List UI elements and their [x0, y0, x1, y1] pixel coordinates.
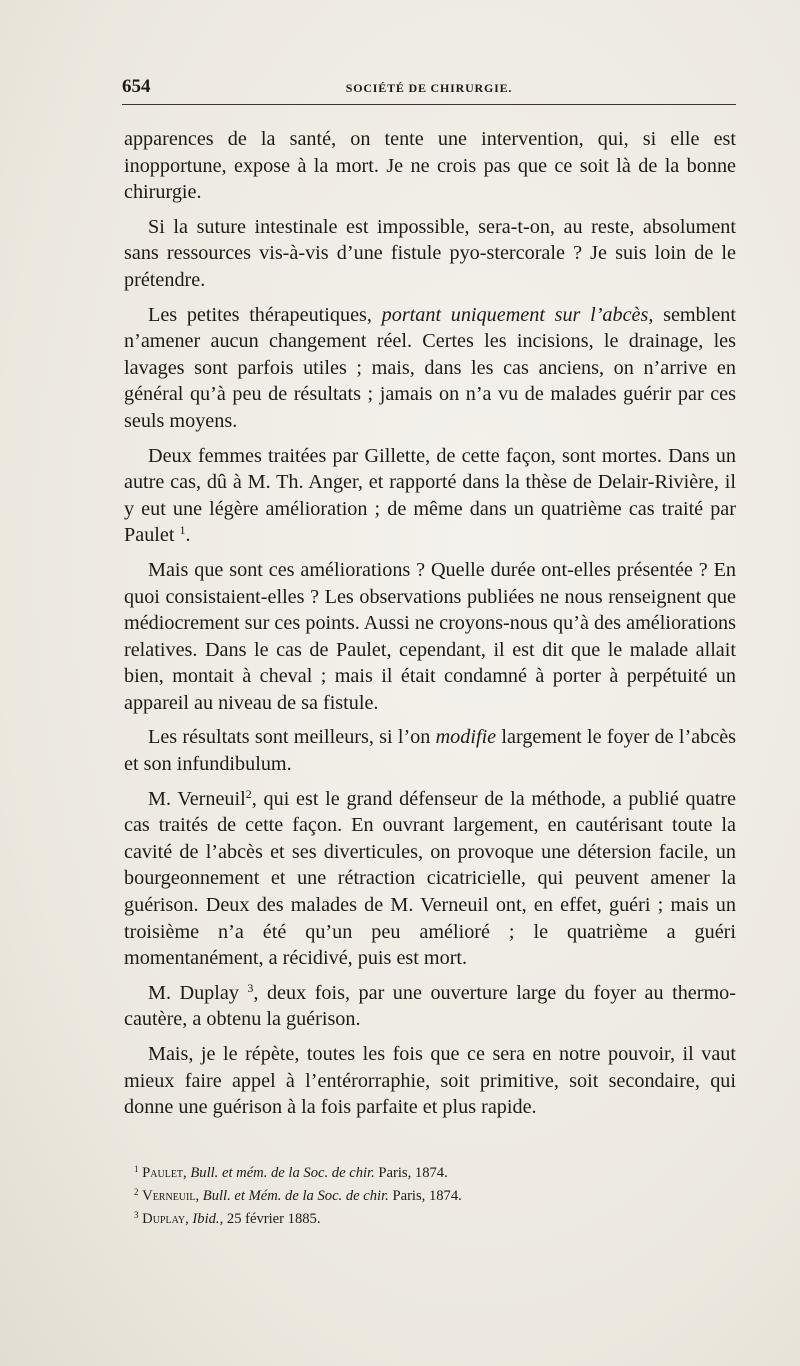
paragraph-3: [124, 302, 736, 435]
paragraph-7-end: , qui est le grand défenseur de la méthode, a publié quatre cas traités de cette façon. En ouvrant largement, en cautérisant toute la cavité de l’abcès et ses diverticules, on provoque une détersion facile, un bourgeonnement et une rétraction cicatricielle, qui peuvent amener la guérison. Deux des malades de M. Verneuil ont, en effet, guéri ; mais un troisième n’a été qu’un peu amélioré ; le quatrième a guéri momentanément, a récidivé, puis est mort.: [124, 787, 736, 970]
paragraph-9: Mais, je le répète, toutes les fois que ce sera en notre pouvoir, il vaut mieux faire appel à l’entérorraphie, soit primitive, soit secondaire, qui donne une guérison à la fois parfaite et plus rapide.: [124, 1043, 736, 1119]
paragraph-3-start: Les petites thérapeutiques,: [148, 303, 372, 326]
footnote-ref-1[interactable]: 1: [179, 523, 186, 538]
footnote-2-rest: Paris, 1874.: [392, 1188, 462, 1204]
paragraph-4: [124, 443, 736, 549]
paragraph-1: apparences de la santé, on tente une intervention, qui, si elle est inopportune, expose à la mort. Je ne crois pas que ce soit là de la bonne chirurgie.: [124, 128, 736, 204]
footnote-ref-2[interactable]: 2: [245, 786, 252, 801]
footnotes: [134, 1160, 734, 1229]
paragraph-8-end: , deux fois, par une ouverture large du foyer au thermo-cautère, a obtenu la guérison.: [124, 981, 736, 1031]
footnote-2-mark: 2: [134, 1187, 139, 1197]
footnote-1: [134, 1160, 734, 1183]
paragraph-6: [124, 724, 736, 777]
paragraph-7-start: M. Verneuil: [148, 787, 246, 810]
paragraph-8: [124, 980, 736, 1033]
footnote-1-mark: 1: [134, 1164, 139, 1174]
paragraph-2: Si la suture intestinale est impossible, sera-t-on, au reste, absolument sans ressources vis-à-vis d’une fistule pyo-stercorale ? Je suis loin de le prétendre.: [124, 215, 736, 291]
footnote-3: [134, 1206, 734, 1229]
footnote-2: [134, 1183, 734, 1206]
paragraph-3-emphasis: portant uniquement sur l’abcès,: [381, 303, 654, 326]
footnote-3-title: Ibid.,: [192, 1211, 224, 1227]
header-rule: [122, 104, 736, 105]
footnote-1-rest: Paris, 1874.: [378, 1165, 448, 1181]
footnote-3-mark: 3: [134, 1210, 139, 1220]
paragraph-6-end: largement le foyer de l’abcès et son infundibulum.: [124, 726, 737, 776]
paragraph-3-end: semblent n’amener aucun changement réel. Certes les incisions, le drainage, les lavages sont parfois utiles ; mais, dans les cas anciens, on n’arrive en général qu’à peu de résultats ; jamais on n’a vu de malades guérir par ces seuls moyens.: [124, 303, 736, 432]
paragraph-6-start: Les résultats sont meilleurs, si l’on: [148, 726, 431, 749]
running-title: SOCIÉTÉ DE CHIRURGIE.: [345, 81, 513, 95]
footnote-ref-3[interactable]: 3: [247, 980, 254, 995]
footnote-1-author: Paulet,: [142, 1165, 187, 1181]
body-text: [124, 126, 736, 1129]
footnote-1-title: Bull. et mém. de la Soc. de chir.: [190, 1165, 375, 1181]
paragraph-4-end: .: [185, 524, 191, 547]
page-header: [122, 76, 736, 100]
footnote-3-rest: 25 février 1885.: [226, 1211, 321, 1227]
footnote-2-title: Bull. et Mém. de la Soc. de chir.: [202, 1188, 389, 1204]
footnote-3-author: Duplay,: [142, 1211, 189, 1227]
paragraph-4-text: Deux femmes traitées par Gillette, de cette façon, sont mortes. Dans un autre cas, dû à M. Th. Anger, et rapporté dans la thèse de Delair-Rivière, il y eut une légère amélioration ; de même dans un quatrième cas traité par Paulet: [124, 444, 736, 547]
paragraph-5: Mais que sont ces améliorations ? Quelle durée ont-elles présentée ? En quoi consistaient-elles ? Les observations publiées ne nous renseignent que médiocrement sur ces points. Aussi ne croyons-nous qu’à des améliorations relatives. Dans le cas de Paulet, cependant, il est dit que le malade allait bien, montait à cheval ; mais il était condamné à porter à perpétuité un appareil au niveau de sa fistule.: [124, 558, 736, 714]
paragraph-7: [124, 786, 736, 972]
footnote-2-author: Verneuil,: [142, 1188, 200, 1204]
paragraph-6-emphasis: modifie: [435, 726, 497, 749]
page-number: 654: [122, 76, 151, 97]
paragraph-8-start: M. Duplay: [148, 981, 239, 1004]
